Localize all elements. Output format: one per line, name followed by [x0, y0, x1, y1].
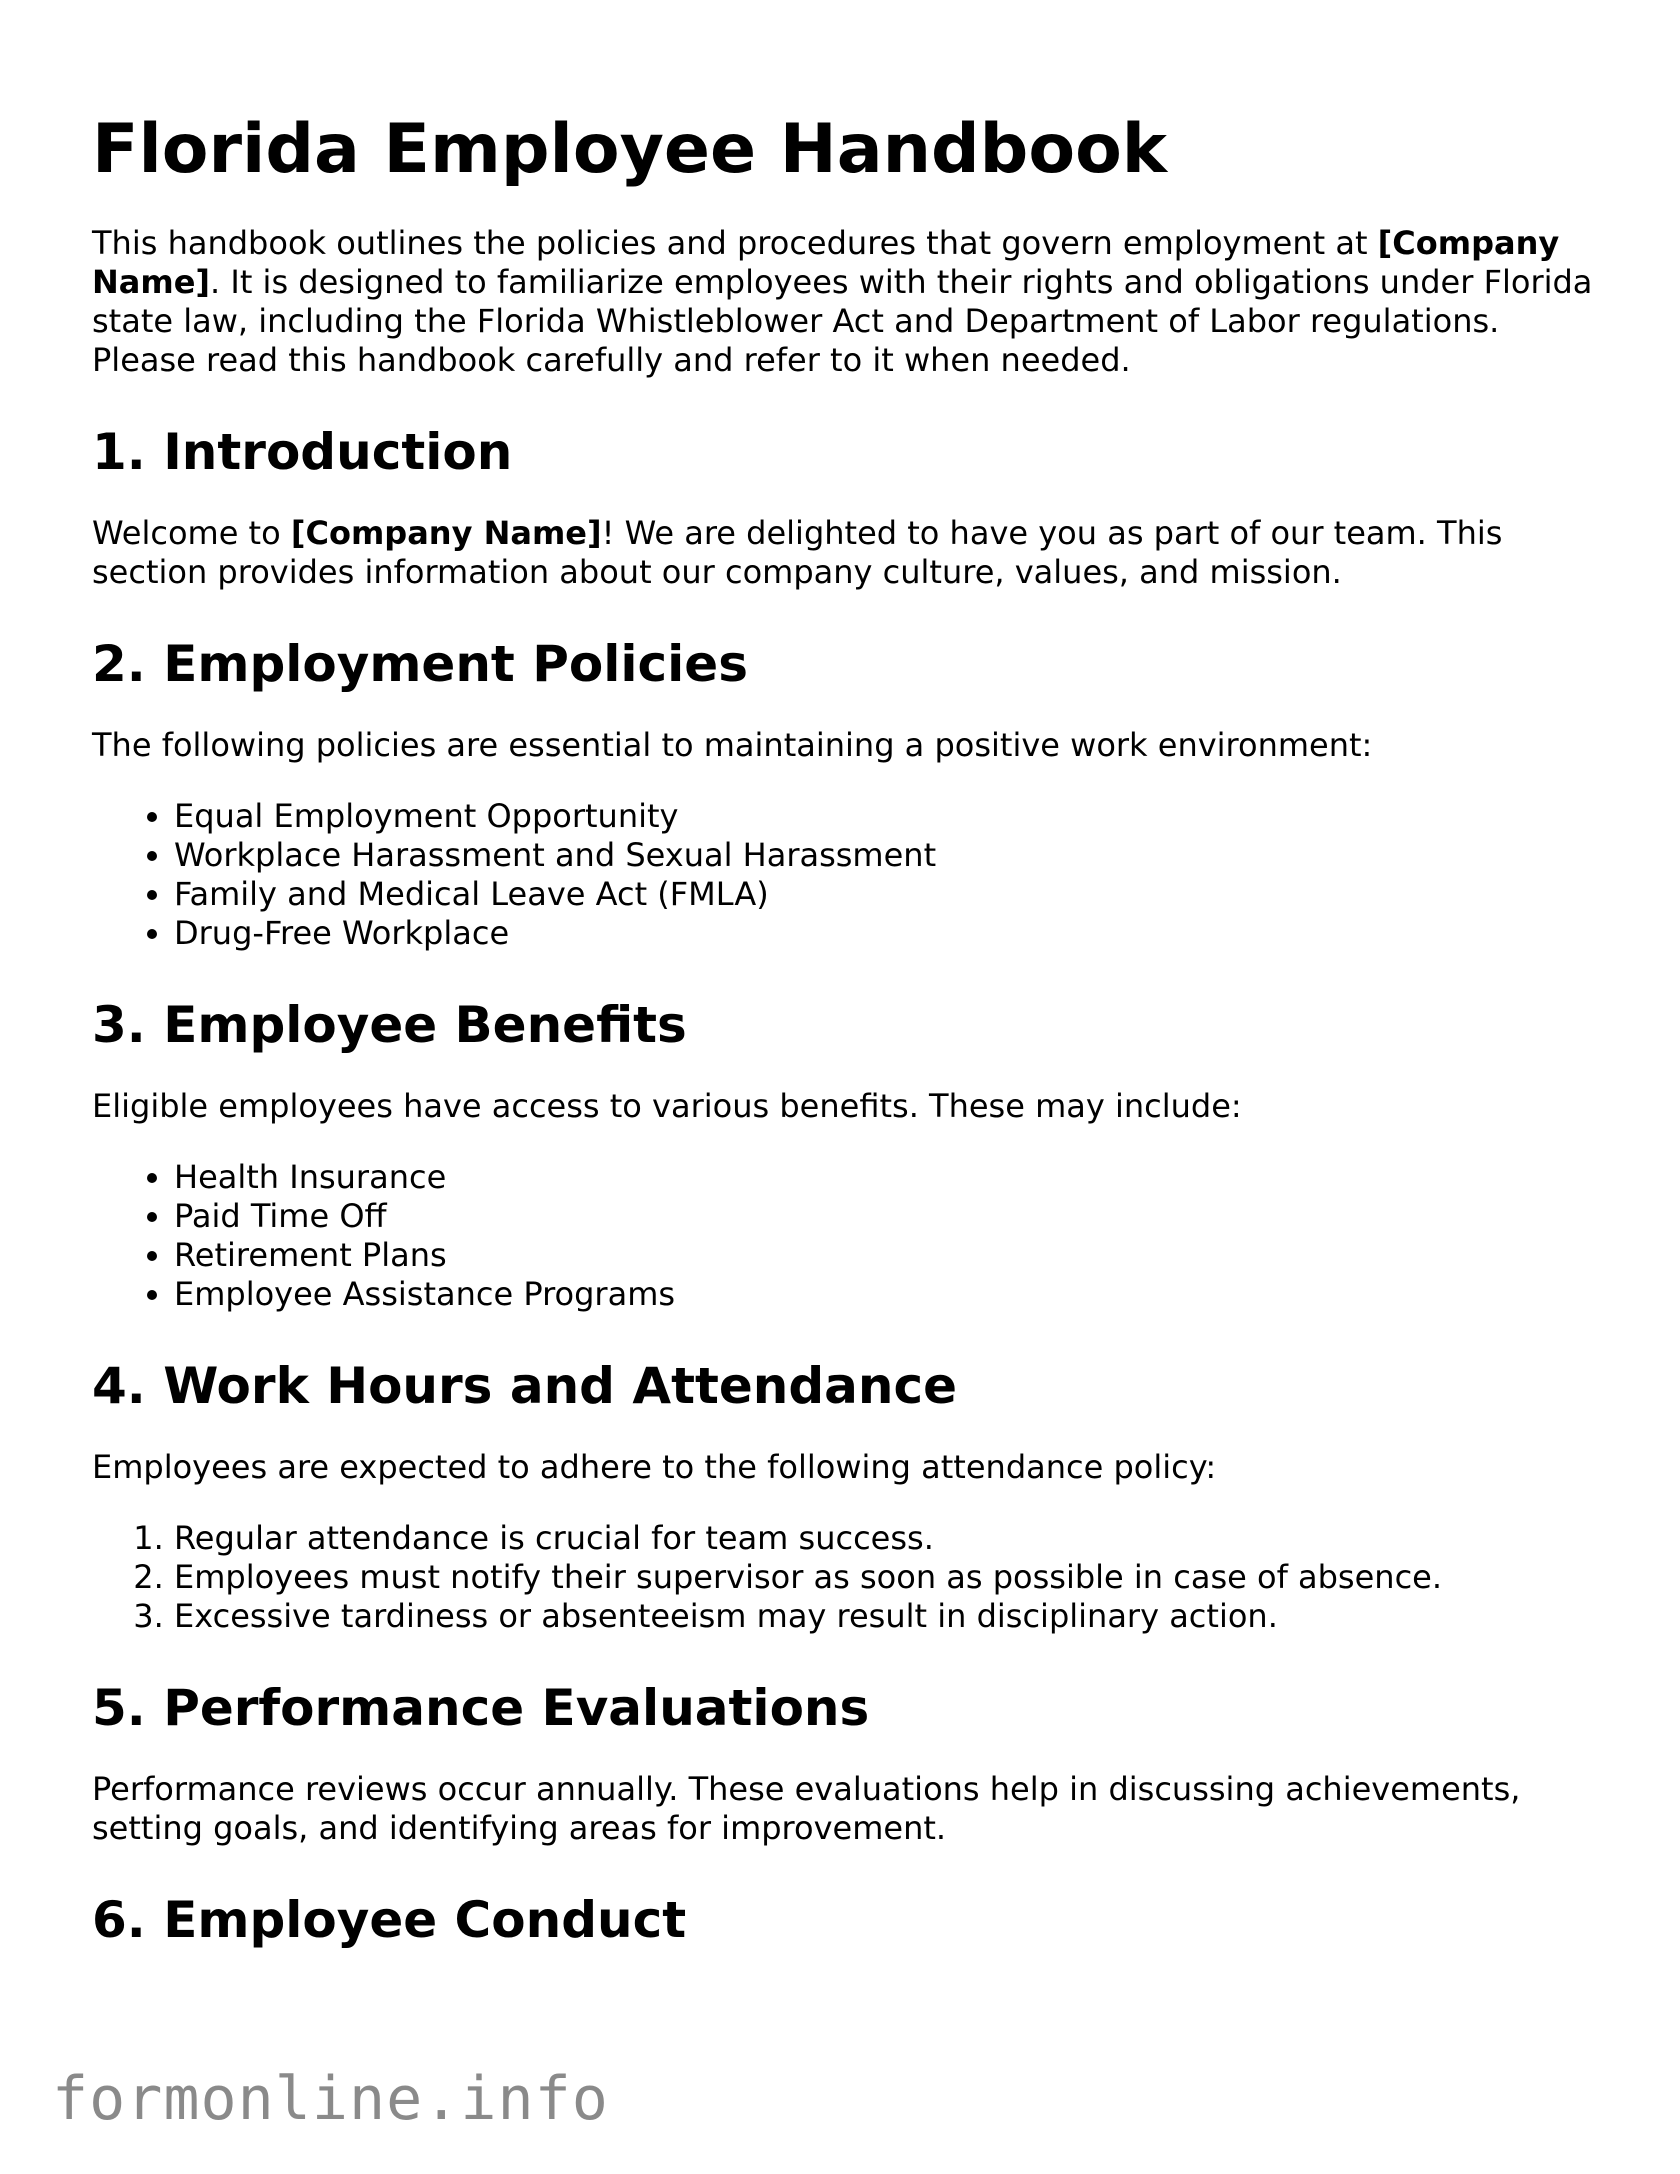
section-heading-introduction: 1. Introduction	[92, 423, 513, 481]
list-item: • Retirement Plans	[174, 1236, 1602, 1275]
intro-company-name: [Company Name]	[92, 224, 1560, 301]
section-heading-employee-benefits: 3. Employee Benefits	[92, 996, 687, 1054]
employee-benefits-list	[92, 1158, 1602, 1314]
section-heading-performance-evaluations: 5. Performance Evaluations	[92, 1679, 870, 1737]
performance-evaluations-paragraph: Performance reviews occur annually. These evaluations help in discussing achievements, setting goals, and identifying areas for improvement.	[92, 1770, 1521, 1847]
list-item: • Drug-Free Workplace	[174, 914, 1602, 953]
list-item: 2. Employees must notify their supervisor as soon as possible in case of absence.	[174, 1558, 1602, 1597]
intro-paragraph	[92, 224, 1602, 380]
intro-text-1: This handbook outlines the policies and procedures that govern employment at	[92, 224, 1378, 262]
section-performance-evaluations	[92, 1678, 1602, 1848]
introduction-text-2: ! We are delighted to have you as part of our team. This section provides information about our company culture, values, and mission.	[92, 514, 1503, 591]
section-employee-benefits	[92, 995, 1602, 1314]
section-employee-conduct	[92, 1890, 1602, 1950]
list-item: 3. Excessive tardiness or absenteeism may result in disciplinary action.	[174, 1597, 1602, 1636]
list-item: • Paid Time Off	[174, 1197, 1602, 1236]
introduction-paragraph	[92, 514, 1602, 592]
list-item: • Health Insurance	[174, 1158, 1602, 1197]
section-work-hours	[92, 1356, 1602, 1636]
introduction-company-name: [Company Name]	[290, 514, 602, 552]
attendance-policy-list	[92, 1519, 1602, 1636]
list-item: • Employee Assistance Programs	[174, 1275, 1602, 1314]
employment-policies-paragraph: The following policies are essential to maintaining a positive work environment:	[92, 726, 1373, 764]
section-employment-policies	[92, 634, 1602, 953]
work-hours-paragraph: Employees are expected to adhere to the following attendance policy:	[92, 1448, 1217, 1486]
list-item: 1. Regular attendance is crucial for team success.	[174, 1519, 1602, 1558]
page-title: Florida Employee Handbook	[92, 110, 1168, 189]
watermark: formonline.info	[52, 2064, 609, 2134]
list-item: • Equal Employment Opportunity	[174, 797, 1602, 836]
intro-text-2: . It is designed to familiarize employees with their rights and obligations under Florida state law, including the Florida Whistleblower Act and Department of Labor regulations. Please read this handbook carefully and refer to it when needed.	[92, 263, 1593, 379]
introduction-text-1: Welcome to	[92, 514, 291, 552]
section-heading-employee-conduct: 6. Employee Conduct	[92, 1891, 687, 1949]
list-item: • Workplace Harassment and Sexual Harassment	[174, 836, 1602, 875]
list-item: • Family and Medical Leave Act (FMLA)	[174, 875, 1602, 914]
section-introduction	[92, 422, 1602, 592]
document-page	[92, 110, 1602, 1950]
section-heading-work-hours: 4. Work Hours and Attendance	[92, 1357, 958, 1415]
section-heading-employment-policies: 2. Employment Policies	[92, 635, 748, 693]
employee-benefits-paragraph: Eligible employees have access to various benefits. These may include:	[92, 1087, 1242, 1125]
employment-policies-list	[92, 797, 1602, 953]
